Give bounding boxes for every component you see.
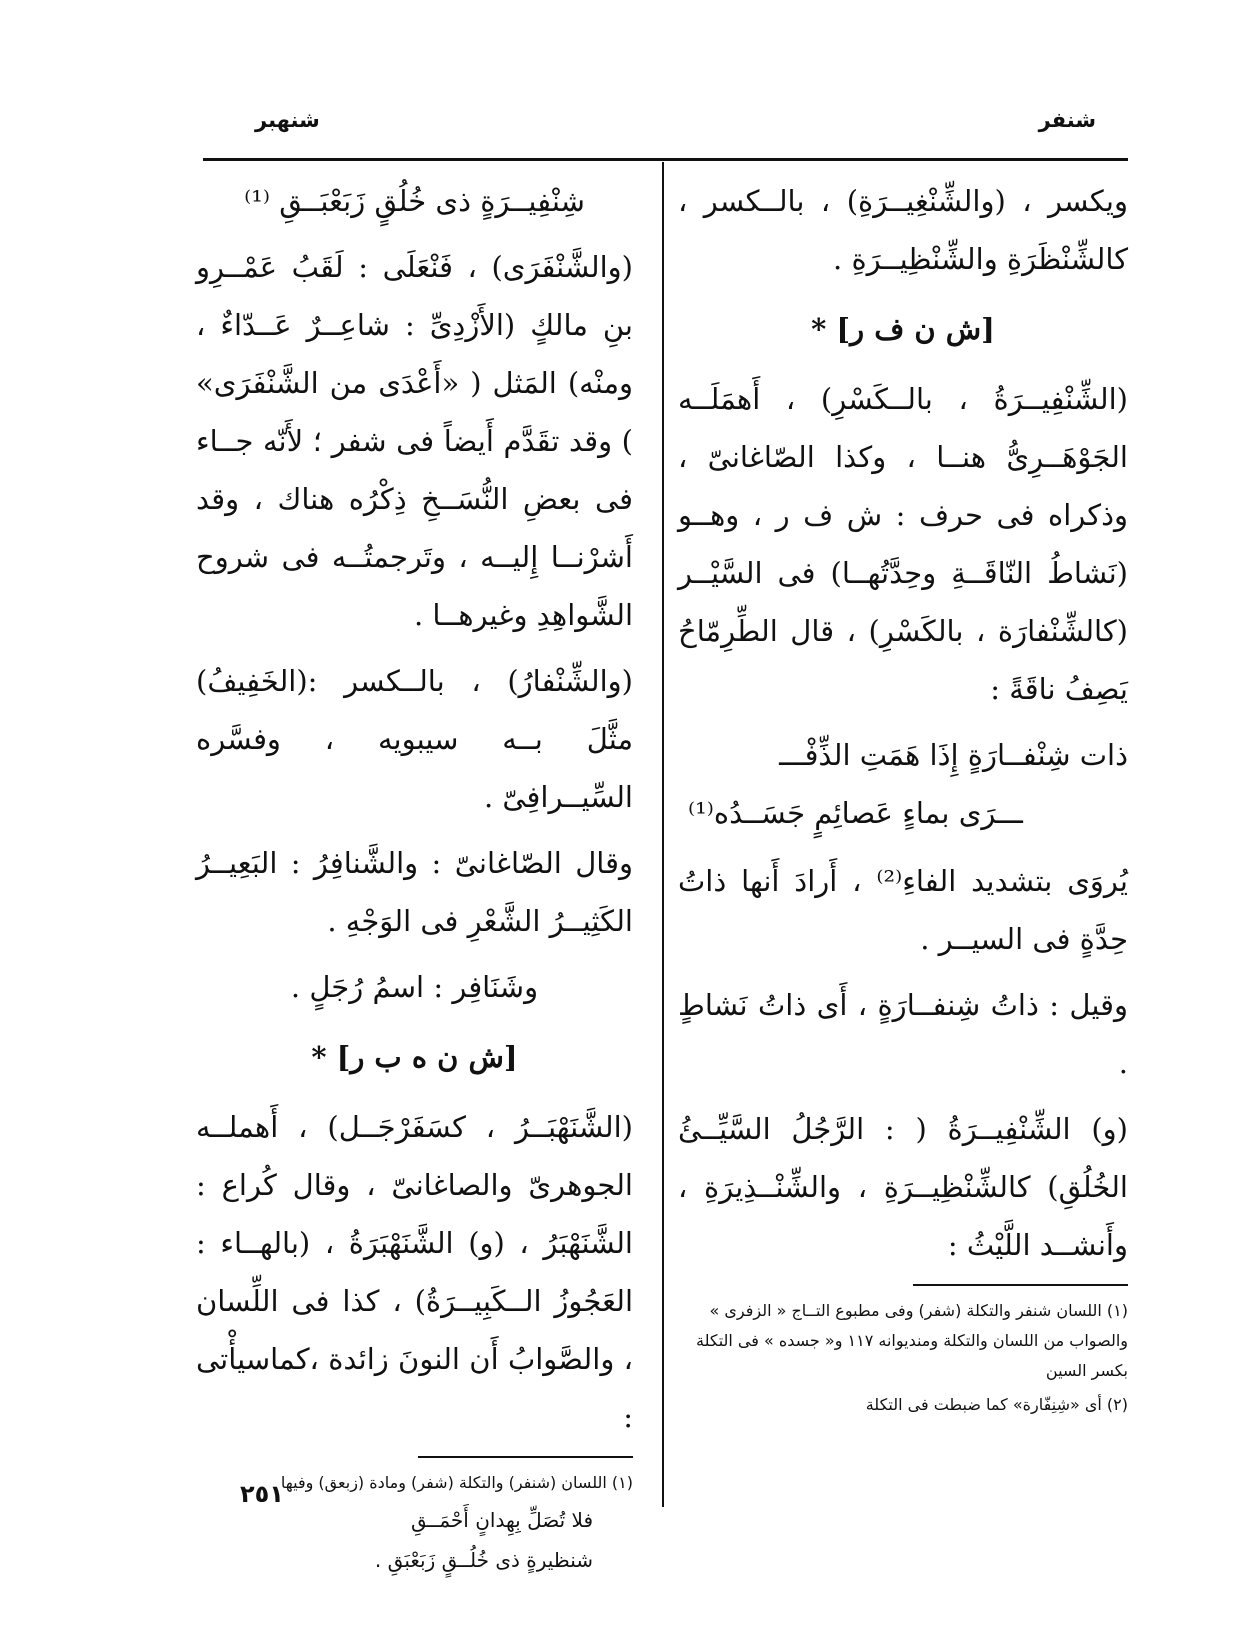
left-footnote-verse-1: فلا تُصَلِّ بِهِدانٍ أَحْمَــقِ bbox=[410, 1508, 593, 1532]
right-footnotes bbox=[678, 1296, 1128, 1420]
left-para-5: (الشَّنَهْبَــرُ ، كسَفَرْجَــل) ، أَهملــه الجوهرىّ والصاغانىّ ، وقال كُراع : الشَّنَهْبَرُ ، (و) الشَّنَهْبَرَةُ ، (بالهــاء : العَجُوزُ الــكَبِيــرَةُ) ، كذا فى اللِّسان ، والصَّوابُ أَن النونَ زائدة ،كماسيأْتى : bbox=[196, 1110, 633, 1434]
left-verse-top: شِنْفِيــرَةٍ ذى خُلُقٍ زَبَعْبَــقِ ⁽¹⁾ bbox=[244, 184, 585, 218]
running-head-right: شنفر bbox=[1038, 108, 1096, 132]
right-footnote-rule bbox=[913, 1284, 1128, 1286]
right-verse bbox=[678, 726, 1128, 842]
column-divider bbox=[662, 162, 664, 1507]
right-para-3: يُروَى بتشديد الفاءِ⁽²⁾ ، أَرادَ أَنها ذاتُ حِدَّةٍ فى السيــر . bbox=[678, 864, 1128, 956]
left-column bbox=[196, 172, 633, 1582]
left-footnote-rule bbox=[418, 1456, 633, 1458]
left-para-1: (والشَّنْفَرَى) ، فَنْعَلَى : لَقَبُ عَمْــرِو بنِ مالكٍ (الأَزْدِىِّ : شاعِــرٌ عَــدّاءٌ ، ومنْه) المَثل ( «أَعْدَى من الشَّنْفَرَى» ) وقد تقَدَّم أَيضاً فى شفر ؛ لأَنّه جــاء فى بعضِ النُّسَــخِ ذِكْرُه هناك ، وقد أَشرْنــا إِليــه ، وتَرجمتُــه فى شروح الشَّواهِدِ وغيرهــا . bbox=[196, 250, 633, 632]
right-column bbox=[678, 172, 1128, 1424]
right-para-5: (و) الشِّنْفِيــرَةُ ( : الرَّجُلُ السَّيِّــئُ الخُلُقِ) كالشِّنْظِيــرَةِ ، والشِّنْــذِيرَةِ ، وأَنشــد اللَّيْثُ : bbox=[678, 1112, 1128, 1262]
running-head-left: شنهبر bbox=[255, 108, 320, 132]
right-headword: [ش ن ف ر] * bbox=[811, 312, 995, 346]
left-para-2: (والشِّنْفارُ) ، بالــكسر :(الخَفِيفُ) مثَّلَ بــه سيبويه ، وفسَّره السِّيــرافِىّ . bbox=[196, 664, 633, 814]
left-para-4: وشَنَافِر : اسمُ رُجَلٍ . bbox=[290, 970, 539, 1004]
left-headword: [ش ن ه ب ر] * bbox=[311, 1040, 518, 1074]
right-verse-line-2: ـــرَى بماءٍ عَصائِمٍ جَسَــدُه⁽¹⁾ bbox=[688, 796, 1023, 830]
right-para-1: ويكسر ، (والشِّنْغِيــرَةِ) ، بالــكسر ، كالشِّنْظَرَةِ والشِّنْظِيــرَةِ . bbox=[678, 184, 1128, 276]
page-number: ٢٥١ bbox=[240, 1480, 284, 1508]
left-footnote-1: (١) اللسان (شنفر) والتكلة (شفر) ومادة (زبعق) وفيها bbox=[280, 1473, 633, 1492]
right-verse-line-1: ذات شِنْفــارَةٍ إِذَا هَمَتِ الذِّفْـــ bbox=[779, 738, 1128, 772]
right-footnote-1: (١) اللسان شنفر والتكلة (شفر) وفى مطبوع التــاج « الزفرى » والصواب من اللسان والتكلة ومنديوانه ١١٧ و« جسده » فى التكلة بكسر السين bbox=[695, 1301, 1128, 1380]
header-rule bbox=[203, 158, 1128, 161]
right-para-2: (الشِّنْفِيــرَةُ ، بالــكَسْرِ) ، أَهمَلَــه الجَوْهَــرِىُّ هنــا ، وكذا الصّاغانىّ ، وذكراه فى حرف : ش ف ر ، وهــو (نَشاطُ النّاقَــةِ وحِدَّتُهــا) فى السَّيْــر (كالشِّنْفارَة ، بالكَسْرِ) ، قال الطِّرِمّاحُ يَصِفُ ناقَةً : bbox=[678, 382, 1128, 706]
right-footnote-2: (٢) أى «شِنِفّارة» كما ضبطت فى التكلة bbox=[865, 1395, 1128, 1414]
left-footnote-verse-2: شنظيرةٍ ذى خُلُــقٍ زَبَعْبَقِ . bbox=[374, 1548, 593, 1572]
left-para-3: وقال الصّاغانىّ : والشَّنافِرُ : البَعِيــرُ الكَثِيــرُ الشَّعْرِ فى الوَجْهِ . bbox=[196, 846, 633, 938]
right-para-4: وقيل : ذاتُ شِنفــارَةٍ ، أَى ذاتُ نَشاطٍ . bbox=[678, 988, 1128, 1080]
